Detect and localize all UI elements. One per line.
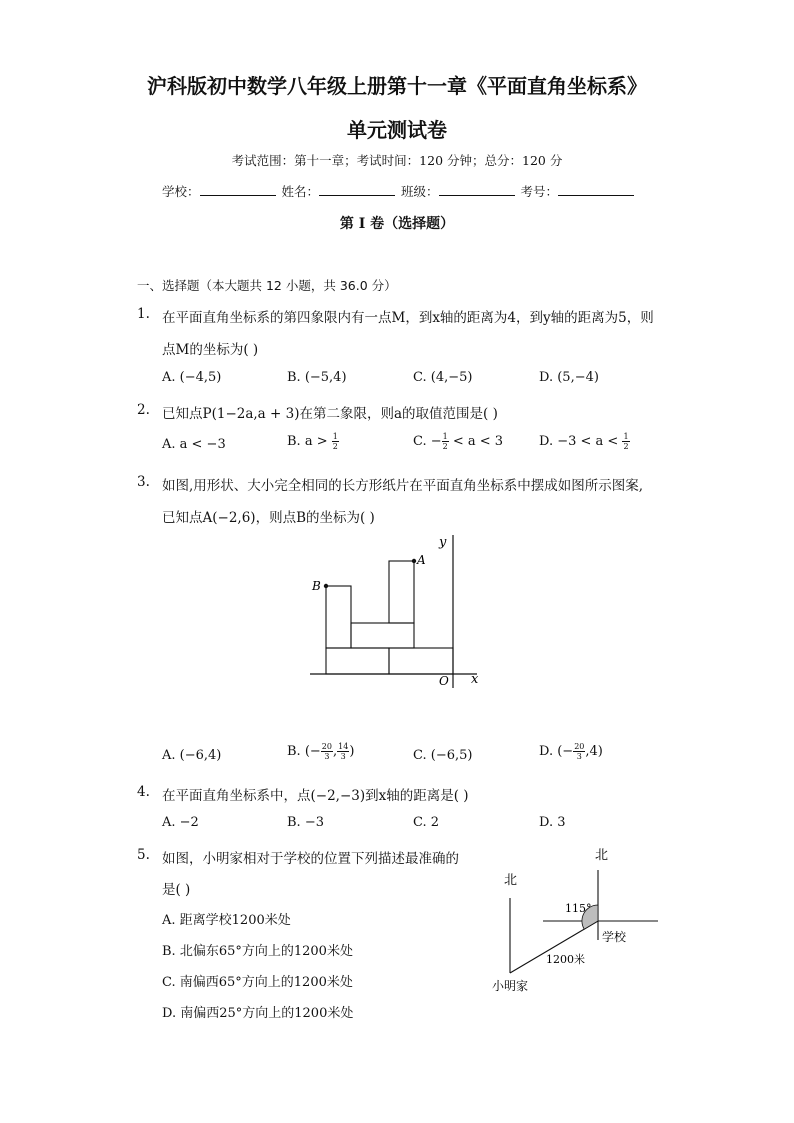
q3-option-b-sep: , xyxy=(332,744,338,759)
q3-label-a: A xyxy=(417,553,426,567)
q1-option-d[interactable]: D. (5,−4) xyxy=(539,370,599,385)
q5-label-school: 学校 xyxy=(602,930,627,944)
q3-option-b-suffix: ) xyxy=(349,744,355,759)
q2-option-c-prefix: C. − xyxy=(413,434,442,449)
q3-label-o: O xyxy=(439,674,449,688)
exam-info: 考试范围：第十一章；考试时间：120 分钟；总分：120 分 xyxy=(231,153,563,168)
title-line-2: 单元测试卷 xyxy=(347,118,447,142)
q3-option-c[interactable]: C. (−6,5) xyxy=(413,748,473,763)
q4-option-b[interactable]: B. −3 xyxy=(287,815,324,830)
q3-point-b xyxy=(324,584,328,588)
q3-stem-line2: 已知点A(−2,6)，则点B的坐标为( ) xyxy=(162,510,375,526)
q5-number: 5. xyxy=(137,847,150,863)
section-title: 一、选择题（本大题共 12 小题，共 36.0 分） xyxy=(137,278,397,293)
q5-stem-line1: 如图，小明家相对于学校的位置下列描述最准确的 xyxy=(162,851,459,867)
q3-option-b-prefix: B. (− xyxy=(287,744,321,759)
student-info-fields xyxy=(162,182,636,200)
q3-figure xyxy=(305,530,495,695)
q5-option-a[interactable]: A. 距离学校1200米处 xyxy=(162,913,291,928)
q5-stem-line2: 是( ) xyxy=(162,882,191,898)
q1-option-c[interactable]: C. (4,−5) xyxy=(413,370,473,385)
q5-label-distance: 1200米 xyxy=(546,953,585,966)
q1-number: 1. xyxy=(137,306,150,322)
q3-rect-bottom-left xyxy=(326,648,389,674)
q2-option-c[interactable] xyxy=(413,432,503,451)
q1-stem-line2: 点M的坐标为( ) xyxy=(162,342,259,358)
q1-option-b[interactable]: B. (−5,4) xyxy=(287,370,347,385)
q3-option-b-fraction-1: $\frac{20}{3}$ xyxy=(321,742,332,761)
school-blank[interactable] xyxy=(200,183,276,196)
q3-option-b-fraction-2: $\frac{14}{3}$ xyxy=(338,742,349,761)
number-label: 考号： xyxy=(520,184,559,199)
name-blank[interactable] xyxy=(319,183,395,196)
volume-title: 第 I 卷（选择题） xyxy=(339,216,455,232)
q3-option-a[interactable]: A. (−6,4) xyxy=(162,748,222,763)
q3-option-d-suffix: ,4) xyxy=(585,744,603,759)
q5-option-d[interactable]: D. 南偏西25°方向上的1200米处 xyxy=(162,1006,354,1021)
q3-number: 3. xyxy=(137,474,150,490)
q2-option-d-prefix: D. −3 < a < xyxy=(539,434,619,449)
q3-stem-line1: 如图,用形状、大小完全相同的长方形纸片在平面直角坐标系中摆成如图所示图案, xyxy=(162,478,644,494)
q3-option-d[interactable] xyxy=(539,742,603,761)
q5-option-c[interactable]: C. 南偏西65°方向上的1200米处 xyxy=(162,975,353,990)
name-label: 姓名： xyxy=(281,184,320,199)
q3-rect-vertical-left xyxy=(326,586,351,648)
q3-option-d-fraction: $\frac{20}{3}$ xyxy=(574,742,585,761)
q2-option-a[interactable]: A. a < −3 xyxy=(162,437,226,452)
q2-stem-line1: 已知点P(1−2a,a + 3)在第二象限，则a的取值范围是( ) xyxy=(162,406,498,422)
q5-label-angle: 115° xyxy=(565,902,592,915)
q1-stem-line1: 在平面直角坐标系的第四象限内有一点M，到x轴的距离为4，到y轴的距离为5，则 xyxy=(162,310,654,326)
class-label: 班级： xyxy=(401,184,439,199)
q3-rect-vertical-right xyxy=(389,561,414,623)
q4-stem-line1: 在平面直角坐标系中，点(−2,−3)到x轴的距离是( ) xyxy=(162,788,469,804)
q3-option-d-prefix: D. (− xyxy=(539,744,574,759)
q2-option-b-prefix: B. a > xyxy=(287,434,328,449)
q4-number: 4. xyxy=(137,784,150,800)
q3-rect-middle xyxy=(351,623,414,648)
school-label: 学校： xyxy=(162,184,200,199)
q5-label-north-home: 北 xyxy=(504,873,518,888)
q1-option-a[interactable]: A. (−4,5) xyxy=(162,370,222,385)
q4-option-c[interactable]: C. 2 xyxy=(413,815,440,830)
q2-option-b[interactable] xyxy=(287,432,339,451)
q4-option-a[interactable]: A. −2 xyxy=(162,815,199,830)
q5-option-b[interactable]: B. 北偏东65°方向上的1200米处 xyxy=(162,944,353,959)
q2-option-b-fraction: $\frac{1}{2}$ xyxy=(332,432,338,451)
q3-label-b: B xyxy=(312,579,321,593)
q4-option-d[interactable]: D. 3 xyxy=(539,815,566,830)
q2-option-c-suffix: < a < 3 xyxy=(452,434,504,449)
q2-option-d[interactable] xyxy=(539,432,630,451)
class-blank[interactable] xyxy=(439,183,515,196)
q2-option-d-fraction: $\frac{1}{2}$ xyxy=(623,432,629,451)
q3-rect-bottom-right xyxy=(389,648,453,674)
number-blank[interactable] xyxy=(558,183,634,196)
title-line-1: 沪科版初中数学八年级上册第十一章《平面直角坐标系》 xyxy=(147,74,647,98)
q3-label-x: x xyxy=(471,672,479,687)
q2-number: 2. xyxy=(137,402,150,418)
q5-figure xyxy=(488,840,668,1000)
q3-option-b[interactable] xyxy=(287,742,354,761)
q5-label-home: 小明家 xyxy=(492,979,529,993)
q5-label-north-school: 北 xyxy=(595,848,609,863)
q3-point-a xyxy=(412,559,416,563)
q3-label-y: y xyxy=(439,535,447,550)
q2-option-c-fraction: $\frac{1}{2}$ xyxy=(442,432,448,451)
